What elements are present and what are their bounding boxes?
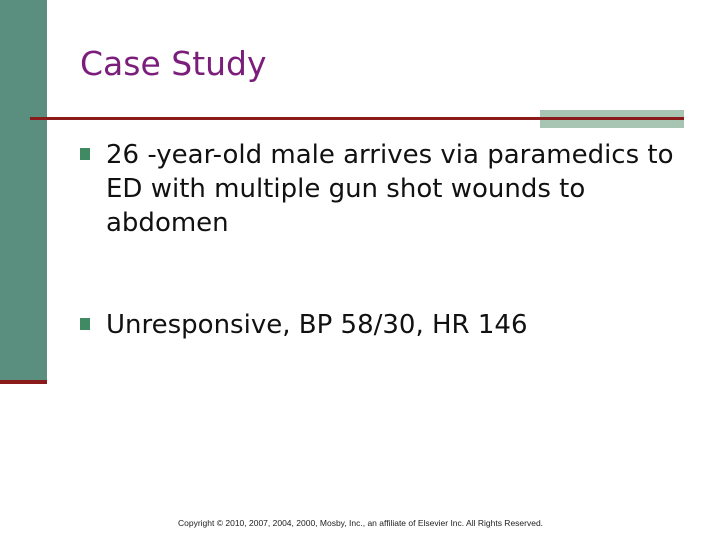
bullet-item [80, 138, 680, 240]
title-divider-rule [30, 117, 684, 120]
slide-title: Case Study [80, 44, 267, 83]
left-decorative-bar [0, 0, 47, 383]
bullet-text: Unresponsive, BP 58/30, HR 146 [106, 310, 528, 340]
square-bullet-icon [80, 318, 90, 330]
copyright-footer: Copyright © 2010, 2007, 2004, 2000, Mosby, Inc., an affiliate of Elsevier Inc. All Rights Reserved. [178, 518, 544, 528]
left-bar-bottom-accent [0, 380, 47, 384]
bullet-text: 26 -year-old male arrives via paramedics to ED with multiple gun shot wounds to abdomen [106, 140, 674, 238]
bullet-item [80, 308, 680, 342]
square-bullet-icon [80, 148, 90, 160]
